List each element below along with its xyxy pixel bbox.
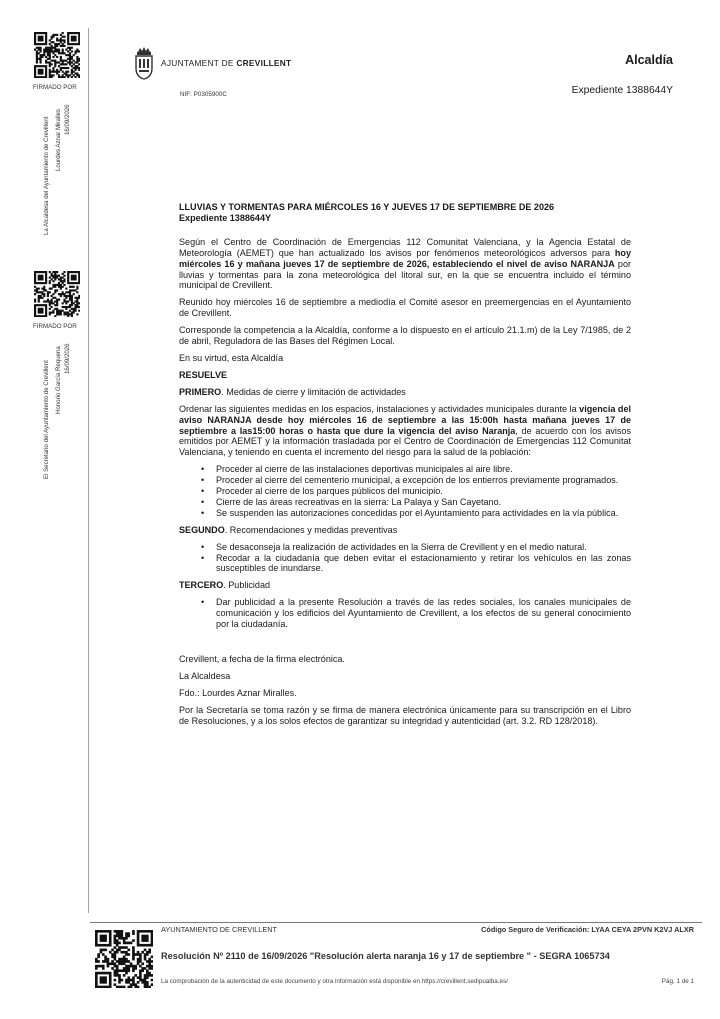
closing-secretary-note: Por la Secretaría se toma razón y se firma de manera electrónica únicamente para su transcripción en el Libro de Resoluciones, y a los solos efectos de garantizar su integridad y autenticidad (art. 3.2. RD 128/2018).	[179, 704, 631, 726]
signer1-label: FIRMADO POR	[33, 84, 77, 91]
qr-code	[34, 32, 80, 78]
paragraph-committee: Reunido hoy miércoles 16 de septiembre a mediodía el Comité asesor en preemergencias en el Ayuntamiento de Crevillent.	[179, 297, 631, 319]
paragraph-intro: Según el Centro de Coordinación de Emergencias 112 Comunitat Valenciana, y la Agencia Estatal de Meteorología (AEMET) que han actualizado los avisos por fenómenos meteorológicos adversos para hoy miércoles 16 y mañana jueves 17 de septiembre de 2026, estableciendo el nivel de aviso NARANJA por lluvias y tormentas para la zona meteorológica del litoral sur, en la que se encuentra incluido el término municipal de Crevillent.	[179, 236, 631, 291]
list-item: • Proceder al cierre de los parques públicos del municipio.	[179, 486, 631, 497]
logo-name: CREVILLENT	[236, 58, 292, 68]
resuelve-heading: RESUELVE	[179, 369, 228, 380]
list-item: • Dar publicidad a la presente Resolución a través de las redes sociales, los canales municipales de comunicación y los edificios del Ayuntamiento de Crevillent, a los efectos de su general conocimiento por la ciudadanía.	[179, 597, 631, 630]
signer1-role: La Alcaldesa del Ayuntamiento de Crevillent	[43, 116, 50, 235]
logo-prefix: AJUNTAMENT DE	[161, 58, 237, 68]
closing-signer-name: Fdo.: Lourdes Aznar Miralles.	[179, 687, 297, 698]
coat-of-arms-icon	[134, 46, 154, 80]
department: Alcaldía	[625, 53, 673, 67]
signer1-name: Lourdes Aznar Miralles	[55, 109, 62, 171]
signer2-label: FIRMADO POR	[33, 323, 77, 330]
list-item: • Proceder al cierre de las instalaciones deportivas municipales al aire libre.	[179, 464, 631, 475]
signer2-name: Honorio García Requena	[55, 346, 62, 414]
ayuntamiento-logo	[134, 46, 291, 80]
closing-place-date: Crevillent, a fecha de la firma electrónica.	[179, 654, 345, 664]
document-body	[179, 202, 631, 733]
paragraph-order: Ordenar las siguientes medidas en los espacios, instalaciones y actividades municipales durante la vigencia del aviso NARANJA desde hoy miércoles 16 de septiembre a las 15:00h hasta mañana jueves 17 de septiembre a las15:00 horas o hasta que dure la vigencia del aviso Naranja, de acuerdo con los avisos emitidos por AEMET y la información trasladada por el Centro de Coordinación de Emergencias 112 Comunitat Valenciana, y teniendo en cuenta el incremento del riesgo para la salud de la población:	[179, 403, 631, 458]
list-item: • Recodar a la ciudadanía que deben evitar el estacionamiento y retirar los vehículos en las zonas susceptibles de inundarse.	[179, 553, 631, 575]
recommendations-list	[179, 542, 631, 575]
page-number: Pág. 1 de 1	[661, 978, 694, 985]
closure-measures-list	[179, 464, 631, 519]
verification-code: Código Seguro de Verificación: LYAA CEYA 2PVN K2VJ ALXR	[481, 925, 694, 934]
list-item: • Se suspenden las autorizaciones concedidas por el Ayuntamiento para actividades en la vía pública.	[179, 508, 631, 519]
margin-rule	[88, 28, 89, 913]
nif: NIF: P0305900C	[180, 91, 227, 98]
expediente-header: Expediente 1388644Y	[571, 85, 673, 96]
list-item: • Se desaconseja la realización de actividades en la Sierra de Crevillent y en el medio natural.	[179, 542, 631, 553]
paragraph-virtue: En su virtud, esta Alcaldía	[179, 352, 284, 363]
list-item: • Cierre de las áreas recreativas en la sierra: La Palaya y San Cayetano.	[179, 497, 631, 508]
closing-signer-role: La Alcaldesa	[179, 670, 231, 681]
resolution-reference: Resolución Nº 2110 de 16/09/2026 "Resolución alerta naranja 16 y 17 de septiembre " - SEGRA 1065734	[161, 951, 610, 961]
signer1-date: 16/09/2026	[64, 104, 71, 135]
tercero-heading: TERCERO. Publicidad	[179, 580, 271, 591]
segundo-heading: SEGUNDO. Recomendaciones y medidas preventivas	[179, 524, 398, 535]
document-title: LLUVIAS Y TORMENTAS PARA MIÉRCOLES 16 Y JUEVES 17 DE SEPTIEMBRE DE 2026 Expediente 1388644Y	[179, 202, 555, 223]
publicity-list	[179, 597, 631, 630]
qr-code	[95, 930, 153, 988]
primero-heading: PRIMERO. Medidas de cierre y limitación de actividades	[179, 386, 406, 397]
authenticity-note: La comprobación de la autenticidad de este documento y otra información está disponible en https://crevillent.sedipualba.es/	[161, 978, 508, 985]
qr-code	[34, 271, 80, 317]
list-item: • Proceder al cierre del cementerio municipal, a excepción de los entierros previamente programados.	[179, 475, 631, 486]
paragraph-competence: Corresponde la competencia a la Alcaldía, conforme a lo dispuesto en el artículo 21.1.m) de la Ley 7/1985, de 2 de abril, Reguladora de las Bases del Régimen Local.	[179, 325, 631, 347]
footer-organization: AYUNTAMIENTO DE CREVILLENT	[161, 925, 277, 934]
footer-rule	[90, 922, 702, 923]
signer2-date: 16/09/2026	[64, 343, 71, 374]
signer2-role: El Secretario del Ayuntamiento de Crevillent	[43, 360, 50, 479]
